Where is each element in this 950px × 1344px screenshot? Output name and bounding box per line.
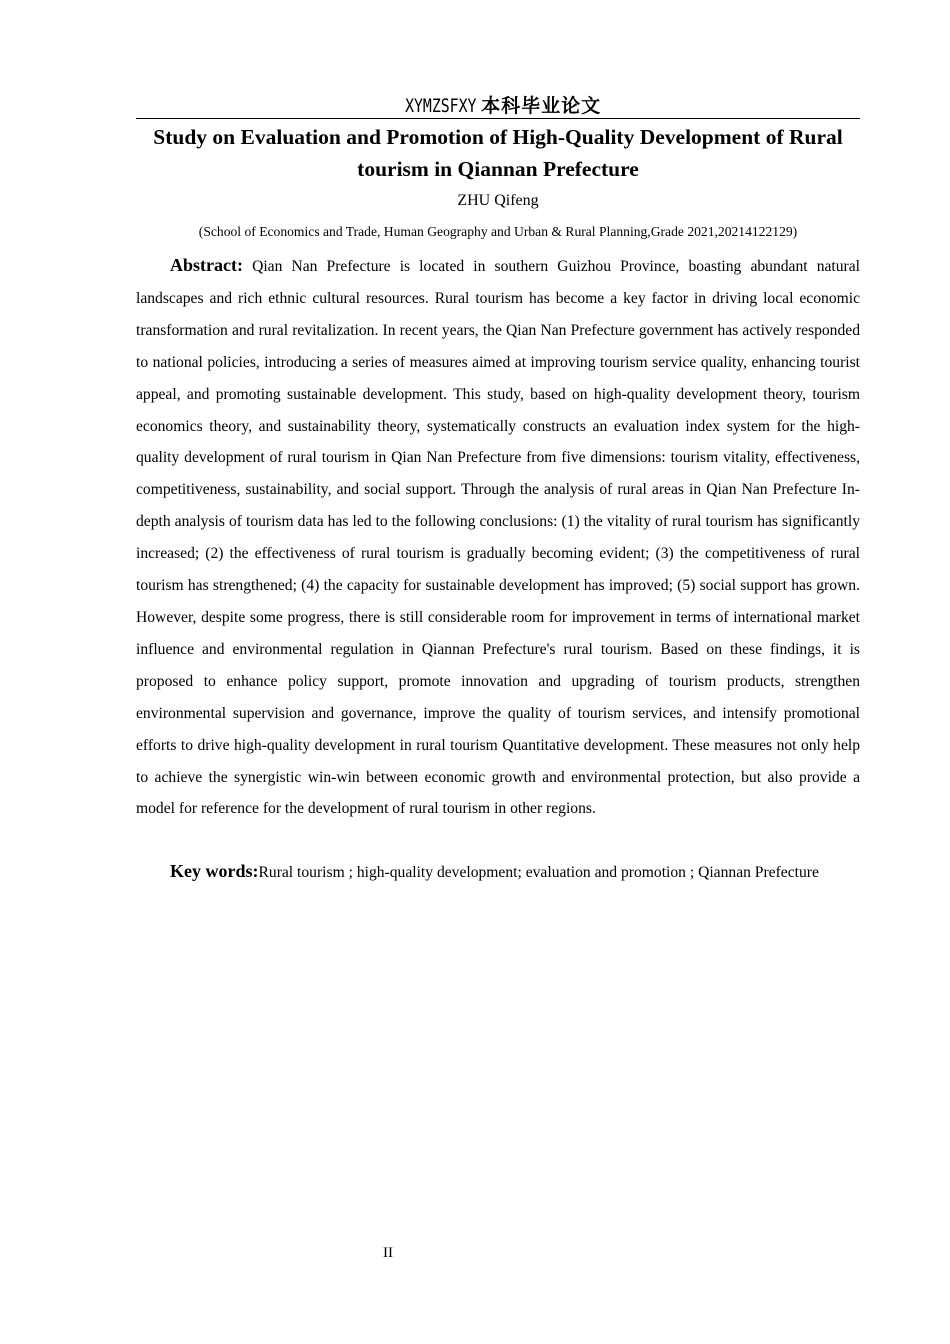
paper-title: Study on Evaluation and Promotion of High-Quality Development of Rural tourism in Qiannan Prefecture — [153, 125, 843, 181]
abstract-paragraph — [136, 250, 860, 825]
keywords-label: Key words: — [170, 861, 259, 881]
abstract-label: Abstract: — [170, 255, 243, 275]
abstract-text: Qian Nan Prefecture is located in southern Guizhou Province, boasting abundant natural landscapes and rich ethnic cultural resources. Rural tourism has become a key factor in driving local economic transformation and rural revitalization. In recent years, the Qian Nan Prefecture government has actively responded to national policies, introducing a series of measures aimed at improving tourism service quality, enhancing tourist appeal, and promoting sustainable development. This study, based on high-quality development theory, tourism economics theory, and sustainability theory, systematically constructs an evaluation index system for the high-quality development of rural tourism in Qian Nan Prefecture from five dimensions: tourism vitality, effectiveness, competitiveness, sustainability, and social support. Through the analysis of rural areas in Qian Nan Prefecture In-depth analysis of tourism data has led to the following conclusions: (1) the vitality of rural tourism has significantly increased; (2) the effectiveness of rural tourism is gradually becoming evident; (3) the competitiveness of rural tourism has strengthened; (4) the capacity for sustainable development has improved; (5) social support has grown. However, despite some progress, there is still considerable room for improvement in terms of international market influence and environmental regulation in Qiannan Prefecture's rural tourism. Based on these findings, it is proposed to enhance policy support, promote innovation and upgrading of tourism products, strengthen environmental supervision and governance, improve the quality of tourism services, and intensify promotional efforts to drive high-quality development in rural tourism Quantitative development. These measures not only help to achieve the synergistic win-win between economic growth and environmental protection, but also provide a model for reference for the development of rural tourism in other regions. — [136, 258, 860, 818]
header-document-type: 本科毕业论文 — [481, 95, 602, 117]
keywords-paragraph — [136, 856, 860, 889]
header-school-code: XYMZSFXY — [404, 95, 477, 117]
author-name: ZHU Qifeng — [457, 192, 539, 209]
keywords-text: Rural tourism ; high-quality development; evaluation and promotion ; Qiannan Prefecture — [258, 864, 819, 881]
author-affiliation: (School of Economics and Trade, Human Geography and Urban & Rural Planning,Grade 2021,20214122129) — [198, 224, 798, 239]
document-header — [136, 94, 860, 119]
page-number: II — [383, 1245, 393, 1261]
